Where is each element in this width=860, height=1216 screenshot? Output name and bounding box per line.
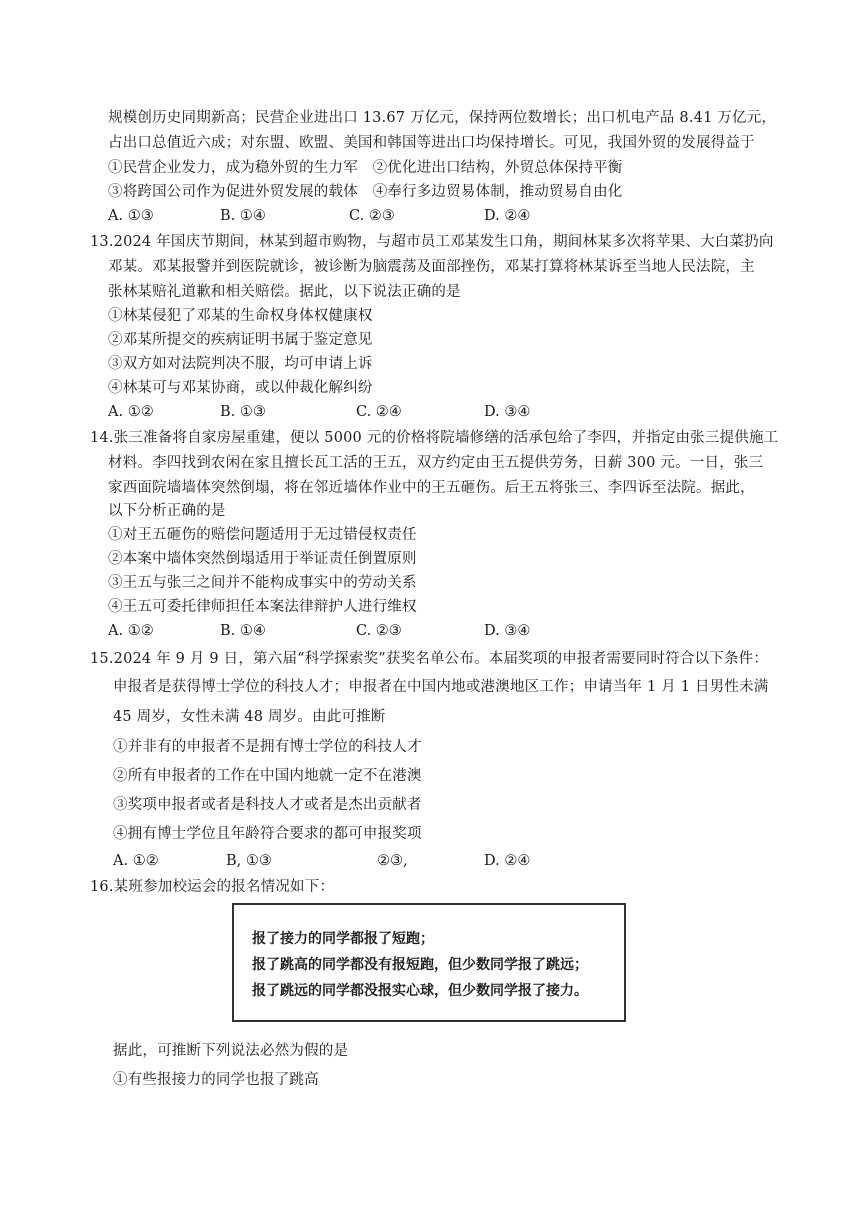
q14-option-b: B. ①④: [220, 623, 266, 639]
q15-stem-line: 15.2024 年 9 月 9 日，第六届“科学探索奖”获奖名单公布。本届奖项的申报者需要同时符合以下条件：: [90, 651, 769, 667]
q13-stem-line: 邓某。邓某报警并到医院就诊，被诊断为脑震荡及面部挫伤，邓某打算将林某诉至当地人民法院，主: [108, 259, 755, 275]
q16-box-line: 报了跳高的同学都没有报短跑，但少数同学报了跳远；: [252, 957, 588, 973]
q14-stem-line: 家西面院墙墙体突然倒塌，将在邻近墙体作业中的王五砸伤。后王五将张三、李四诉至法院。据此，: [108, 480, 755, 496]
q14-option-d: D. ③④: [484, 623, 531, 639]
q16-stem-line: 16.某班参加校运会的报名情况如下：: [90, 879, 335, 895]
q12-option-b: B. ①④: [220, 208, 266, 224]
q15-option-c: ②③,: [377, 853, 408, 869]
q16-box-line: 报了接力的同学都报了短跑；: [252, 931, 434, 947]
q12-choice-line: ①民营企业发力，成为稳外贸的生力军 ②优化进出口结构，外贸总体保持平衡: [108, 160, 623, 176]
q14-stem-line: 材料。李四找到农闲在家且擅长瓦工活的王五，双方约定由王五提供劳务，日薪 300 元。一日，张三: [108, 455, 764, 471]
q12-choice-line: ③将跨国公司作为促进外贸发展的载体 ④奉行多边贸易体制，推动贸易自由化: [108, 184, 623, 200]
q15-statement: ②所有申报者的工作在中国内地就一定不在港澳: [113, 768, 422, 784]
q12-option-d: D. ②④: [484, 208, 531, 224]
q14-stem-line: 14.张三准备将自家房屋重建，便以 5000 元的价格将院墙修缮的活承包给了李四，并指定由张三提供施工: [90, 430, 779, 446]
q16-box-line: 报了跳远的同学都没报实心球，但少数同学报了接力。: [252, 983, 588, 999]
q15-statement: ④拥有博士学位且年龄符合要求的都可申报奖项: [113, 826, 422, 842]
q14-option-c: C. ②③: [356, 623, 402, 639]
q15-option-d: D. ②④: [484, 853, 531, 869]
q15-statement: ①并非有的申报者不是拥有博士学位的科技人才: [113, 739, 422, 755]
q14-statement: ④王五可委托律师担任本案法律辩护人进行维权: [108, 599, 417, 615]
q14-option-a: A. ①②: [108, 623, 154, 639]
q12-option-c: C. ②③: [349, 208, 395, 224]
q16-info-box: [232, 903, 626, 1022]
q15-option-b: B, ①③: [226, 853, 272, 869]
q15-statement: ③奖项申报者或者是科技人才或者是杰出贡献者: [113, 797, 422, 813]
q15-stem-line: 申报者是获得博士学位的科技人才；申报者在中国内地或港澳地区工作；申请当年 1 月 1 日男性未满: [113, 679, 769, 695]
q12-option-a: A. ①③: [108, 208, 154, 224]
q16-statement: ①有些报接力的同学也报了跳高: [113, 1072, 319, 1088]
q14-statement: ①对王五砸伤的赔偿问题适用于无过错侵权责任: [108, 527, 417, 543]
q13-statement: ③双方如对法院判决不服，均可申请上诉: [108, 356, 373, 372]
q13-option-a: A. ①②: [108, 404, 154, 420]
q13-option-d: D. ③④: [484, 404, 531, 420]
q13-statement: ②邓某所提交的疾病证明书属于鉴定意见: [108, 332, 373, 348]
q14-stem-line: 以下分析正确的是: [108, 503, 226, 519]
q14-statement: ③王五与张三之间并不能构成事实中的劳动关系: [108, 575, 417, 591]
q13-stem-line: 13.2024 年国庆节期间，林某到超市购物，与超市员工邓某发生口角，期间林某多次将苹果、大白菜扔向: [90, 234, 774, 250]
q12-line: 占出口总值近六成；对东盟、欧盟、美国和韩国等进出口均保持增长。可见，我国外贸的发展得益于: [108, 135, 755, 151]
q13-option-c: C. ②④: [356, 404, 402, 420]
q13-statement: ①林某侵犯了邓某的生命权身体权健康权: [108, 308, 373, 324]
q12-line: 规模创历史同期新高；民营企业进出口 13.67 万亿元，保持两位数增长；出口机电产品 8.41 万亿元，: [108, 110, 777, 126]
q15-stem-line: 45 周岁，女性未满 48 周岁。由此可推断: [113, 709, 386, 725]
q13-statement: ④林某可与邓某协商，或以仲裁化解纠纷: [108, 380, 373, 396]
q16-prompt-line: 据此，可推断下列说法必然为假的是: [113, 1043, 349, 1059]
q15-option-a: A. ①②: [113, 853, 159, 869]
q13-option-b: B. ①③: [220, 404, 266, 420]
q13-stem-line: 张林某赔礼道歉和相关赔偿。据此，以下说法正确的是: [108, 284, 461, 300]
q14-statement: ②本案中墙体突然倒塌适用于举证责任倒置原则: [108, 551, 417, 567]
